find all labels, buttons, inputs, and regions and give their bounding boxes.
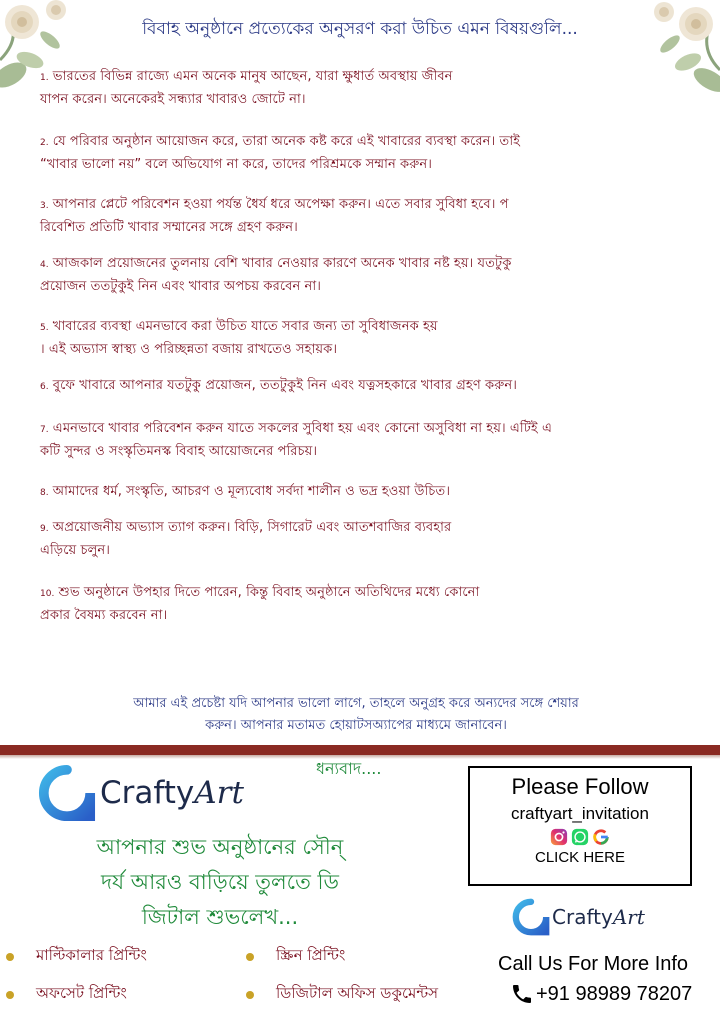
craftyart-logo[interactable] — [38, 764, 244, 822]
guideline-text-line: যে পরিবার অনুষ্ঠান আয়োজন করে, তারা অনেক কষ্ট করে এই খাবারের ব্যবস্থা করেন। তাই — [52, 134, 521, 149]
bullet-icon — [6, 991, 14, 999]
call-info-title: Call Us For More Info — [498, 953, 689, 975]
guideline-item-4 — [40, 253, 640, 298]
bullet-icon — [246, 991, 254, 999]
google-icon[interactable] — [592, 828, 610, 846]
follow-title: Please Follow — [511, 774, 649, 799]
guideline-number: 10. — [40, 589, 55, 599]
guideline-item-3 — [40, 194, 640, 239]
floral-corner-right — [640, 0, 720, 95]
guideline-item-9 — [40, 517, 640, 562]
guideline-item-6 — [40, 375, 640, 398]
guideline-number: 4. — [40, 260, 49, 270]
service-item: স্ক্রিন প্রিন্টিং — [246, 944, 345, 969]
guideline-text-line: আপনার প্লেটে পরিবেশন হওয়া পর্যন্ত ধৈর্য ধরে অপেক্ষা করুন। এতে সবার সুবিধা হবে। প — [52, 197, 509, 212]
guideline-text-line: রিবেশিত প্রতিটি খাবার সম্মানের সঙ্গে গ্রহণ করুন। — [40, 220, 298, 235]
guideline-text-line: আজকাল প্রয়োজনের তুলনায় বেশি খাবার নেওয়ার কারণে অনেক খাবার নষ্ট হয়। যতটুকু — [52, 256, 512, 271]
guideline-text-line: “খাবার ভালো নয়” বলে অভিযোগ না করে, তাদের পরিশ্রমকে সম্মান করুন। — [40, 157, 432, 172]
click-here-link[interactable]: CLICK HERE — [534, 849, 626, 866]
guideline-text-line: প্রয়োজন ততটুকুই নিন এবং খাবার অপচয় করবেন না। — [40, 279, 321, 294]
guideline-text-line: এড়িয়ে চলুন। — [40, 543, 111, 558]
guideline-number: 8. — [40, 488, 49, 498]
promo-line: দর্য আরও বাড়িয়ে তুলতে ডি — [101, 870, 339, 894]
guideline-item-8 — [40, 481, 640, 504]
guideline-text-line: প্রকার বৈষম্য করবেন না। — [40, 608, 168, 623]
guideline-text-line: বুফে খাবারে আপনার যতটুকু প্রয়োজন, ততটুকুই নিন এবং যত্নসহকারে খাবার গ্রহণ করুন। — [52, 378, 517, 393]
follow-handle[interactable]: craftyart_invitation — [511, 804, 649, 823]
whatsapp-icon[interactable] — [571, 828, 589, 846]
guideline-text-line: কটি সুন্দর ও সংস্কৃতিমনস্ক বিবাহ আয়োজনের পরিচয়। — [40, 444, 318, 459]
phone-number[interactable]: +91 98989 78207 — [510, 982, 692, 1006]
bullet-icon — [6, 953, 14, 961]
service-item: অফসেট প্রিন্টিং — [6, 982, 127, 1007]
section-divider — [0, 745, 720, 755]
page-title: বিবাহ অনুষ্ঠানে প্রত্যেকের অনুসরণ করা উচিত এমন বিষয়গুলি... — [142, 19, 578, 39]
phone-icon — [510, 982, 534, 1006]
guideline-item-10 — [40, 582, 640, 627]
guideline-text-line: এমনভাবে খাবার পরিবেশন করুন যাতে সকলের সুবিধা হয় এবং কোনো অসুবিধা না হয়। এটিই এ — [52, 421, 552, 436]
guideline-number: 2. — [40, 138, 49, 148]
guideline-number: 9. — [40, 524, 49, 534]
craftyart-logo-icon — [38, 764, 96, 822]
guideline-number: 6. — [40, 382, 49, 392]
social-icons — [470, 828, 690, 846]
guideline-text-line: অপ্রয়োজনীয় অভ্যাস ত্যাগ করুন। বিড়ি, সিগারেট এবং আতশবাজির ব্যবহার — [52, 520, 452, 535]
thanks-text: ধন্যবাদ.... — [316, 759, 382, 778]
craftyart-logo-text: CraftyArt — [552, 905, 645, 929]
guideline-item-2 — [40, 131, 640, 176]
promo-line: জিটাল শুভলেখ... — [141, 905, 299, 929]
craftyart-logo-small[interactable] — [512, 898, 645, 936]
craftyart-logo-icon — [512, 898, 550, 936]
service-item: ডিজিটাল অফিস ডকুমেন্টস — [246, 982, 438, 1007]
guideline-text-line: আমাদের ধর্ম, সংস্কৃতি, আচরণ ও মূল্যবোধ সর্বদা শালীন ও ভদ্র হওয়া উচিত। — [52, 484, 451, 499]
guideline-number: 3. — [40, 201, 49, 211]
craftyart-logo-text: CraftyArt — [100, 775, 244, 811]
guideline-number: 5. — [40, 323, 49, 333]
guideline-item-1 — [40, 66, 640, 111]
bullet-icon — [246, 953, 254, 961]
guideline-item-7 — [40, 418, 640, 463]
share-note-line: করুন। আপনার মতামত হোয়াটসঅ্যাপের মাধ্যমে জানাবেন। — [205, 718, 507, 733]
share-note-line: আমার এই প্রচেষ্টা যদি আপনার ভালো লাগে, তাহলে অনুগ্রহ করে অন্যদের সঙ্গে শেয়ার — [133, 696, 579, 711]
service-item: মাল্টিকালার প্রিন্টিং — [6, 944, 147, 969]
guideline-text-line: যাপন করেন। অনেকেরই সন্ধ্যার খাবারও জোটে না। — [40, 92, 306, 107]
instagram-icon[interactable] — [550, 828, 568, 846]
promo-text — [40, 830, 400, 935]
guideline-number: 1. — [40, 73, 49, 83]
guideline-text-line: খাবারের ব্যবস্থা এমনভাবে করা উচিত যাতে সবার জন্য তা সুবিধাজনক হয় — [52, 319, 438, 334]
follow-box[interactable] — [468, 766, 692, 886]
guideline-text-line: । এই অভ্যাস স্বাস্থ্য ও পরিচ্ছন্নতা বজায় রাখতেও সহায়ক। — [40, 342, 338, 357]
guideline-text-line: ভারতের বিভিন্ন রাজ্যে এমন অনেক মানুষ আছেন, যারা ক্ষুধার্ত অবস্থায় জীবন — [52, 69, 453, 84]
guideline-number: 7. — [40, 425, 49, 435]
guideline-text-line: শুভ অনুষ্ঠানে উপহার দিতে পারেন, কিন্তু বিবাহ অনুষ্ঠানে অতিথিদের মধ্যে কোনো — [58, 585, 480, 600]
guideline-item-5 — [40, 316, 640, 361]
promo-line: আপনার শুভ অনুষ্ঠানের সৌন্ — [96, 835, 344, 859]
share-request-note — [36, 693, 676, 737]
